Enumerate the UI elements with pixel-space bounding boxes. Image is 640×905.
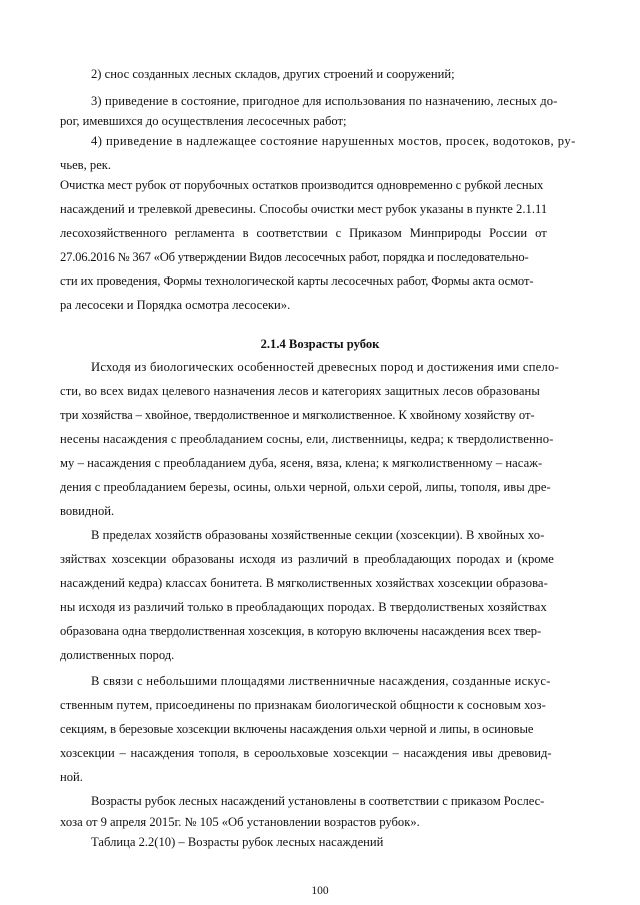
text-line: секциям, в березовые хозсекции включены насаждения ольхи черной и липы, в осиновые (60, 722, 534, 736)
text-line: насаждений и трелевкой древесины. Способы очистки мест рубок указаны в пункте 2.1.11 (60, 202, 548, 216)
text-line: ной. (60, 770, 83, 784)
text-line: долиственных пород. (60, 648, 175, 662)
table-caption: Таблица 2.2(10) – Возрасты рубок лесных насаждений (91, 835, 384, 849)
text-line: му – насаждения с преобладанием дуба, ясеня, вяза, клена; к мягколиственному – насаж- (60, 456, 543, 470)
text-line: Очистка мест рубок от порубочных остатков производится одновременно с рубкой лесных (60, 178, 544, 192)
section-heading: 2.1.4 Возрасты рубок (260, 337, 380, 351)
page-number: 100 (311, 885, 329, 897)
text-line: образована одна твердолиственная хозсекция, в которую включены насаждения всех твер- (60, 624, 542, 638)
text-line: зяйствах хозсекции образованы исходя из различий в преобладающих породах и (кроме (60, 552, 554, 566)
text-line: 4) приведение в надлежащее состояние нарушенных мостов, просек, водотоков, ру- (91, 134, 576, 148)
text-line: три хозяйства – хвойное, твердолиственное и мягколиственное. К хвойному хозяйству от- (60, 408, 535, 422)
text-line: дения с преобладанием березы, осины, ольхи черной, ольхи серой, липы, тополя, ивы дре- (60, 480, 551, 494)
text-line: ны исходя из различий только в преобладающих породах. В твердолиственых хозяйствах (60, 600, 547, 614)
text-line: сти их проведения, Формы технологической карты лесосечных работ, Формы акта осмот- (60, 274, 534, 288)
text-line: Исходя из биологических особенностей древесных пород и достижения ими спело- (91, 360, 560, 374)
text-line: 27.06.2016 № 367 «Об утверждении Видов лесосечных работ, порядка и последовательно- (60, 250, 529, 264)
text-line: чьев, рек. (60, 158, 112, 172)
text-line: В пределах хозяйств образованы хозяйственные секции (хозсекции). В хвойных хо- (91, 528, 545, 542)
text-line: ра лесосеки и Порядка осмотра лесосеки». (60, 298, 291, 312)
text-line: ственным путем, присоединены по признакам биологической общности к сосновым хоз- (60, 698, 546, 712)
text-line: В связи с небольшими площадями лиственничные насаждения, созданные искус- (91, 674, 551, 688)
text-line: рог, имевшихся до осуществления лесосечных работ; (60, 114, 347, 128)
text-line: Возрасты рубок лесных насаждений установлены в соответствии с приказом Рослес- (91, 794, 545, 808)
text-line: сти, во всех видах целевого назначения лесов и категориях защитных лесов образованы (60, 384, 540, 398)
text-line: лесохозяйственного регламента в соответствии с Приказом Минприроды России от (60, 226, 547, 240)
text-line: 2) снос созданных лесных складов, других строений и сооружений; (91, 67, 455, 81)
text-line: хозсекции – насаждения тополя, в сероольховые хозсекции – насаждения ивы древовид- (60, 746, 552, 760)
text-line: насаждений кедра) классах бонитета. В мягколиственных хозяйствах хозсекции образова- (60, 576, 548, 590)
text-line: вовидной. (60, 504, 115, 518)
text-line: хоза от 9 апреля 2015г. № 105 «Об установлении возрастов рубок». (60, 815, 420, 829)
text-line: несены насаждения с преобладанием сосны, ели, лиственницы, кедра; к твердолиственно- (60, 432, 554, 446)
text-line: 3) приведение в состояние, пригодное для использования по назначению, лесных до- (91, 94, 558, 108)
